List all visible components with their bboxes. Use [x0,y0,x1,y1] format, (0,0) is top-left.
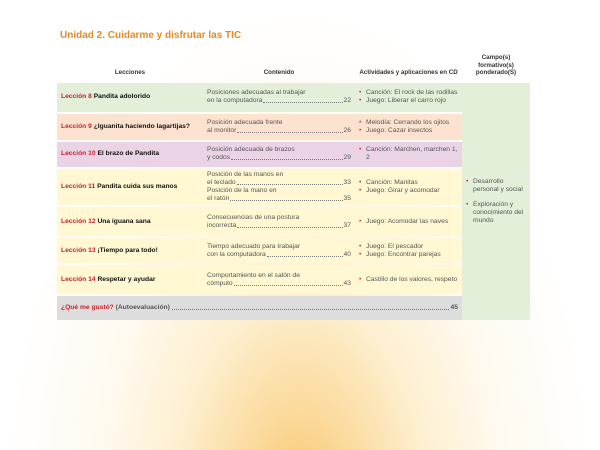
content-line [207,119,351,127]
lesson-cell [57,238,203,263]
content-text: Comportamiento en el salón de [207,271,300,279]
content-text: y codos [207,154,231,162]
activities-list [359,146,458,162]
activities-list [359,89,458,105]
content-text: el ratón [207,195,230,203]
content-cell [203,114,355,140]
page-number: 37 [343,221,351,229]
dot-leader [237,227,342,228]
content-line [207,272,351,280]
table-row [57,169,530,206]
header-contenido: Contenido [263,69,295,77]
dot-leader [267,256,343,257]
campo-item: • Desarrollo personal y social [466,178,526,194]
lesson-cell [57,265,203,294]
content-text: Posición adecuada frente [207,118,283,126]
activity-item: • Canción: El rock de las rodillas [359,89,458,97]
content-text: en la computadora [207,97,263,105]
content-text: Posición adecuada de brazos [207,146,295,154]
activity-item: • Juego: Cazar insectos [359,127,458,135]
lesson-number: Lección 14 [61,275,96,283]
dot-leader [172,309,449,310]
table-row [57,114,530,140]
table-header-row [57,54,530,81]
activities-list [359,179,458,195]
activity-item: • Juego: Encontrar parejas [359,251,458,259]
table-body [57,83,530,321]
content-line [207,171,351,179]
activities-cell [355,238,462,263]
self-eval-line [61,304,458,312]
table-row [57,142,530,167]
lesson-number: Lección 13 [61,246,96,254]
content-line [207,243,351,251]
page-number: 22 [343,97,351,105]
content-text: Tiempo adecuado para trabajar [207,242,301,250]
page-number: 26 [343,126,351,134]
activities-cell [355,265,462,294]
activities-list [359,276,458,284]
activities-cell [355,83,462,112]
dot-leader [263,102,342,103]
content-line [207,222,351,230]
lesson-cell [57,83,203,112]
activity-item: • Juego: Girar y acomodar [359,187,458,195]
content-line [207,195,351,203]
activity-item: • Castillo de los valores, respeto [359,276,458,284]
self-eval-label: (Autoevaluación) [115,304,170,312]
page-number: 33 [343,178,351,186]
content-text: Posición de las manos en [207,170,284,178]
lesson-number: Lección 9 [61,122,92,130]
content-line [207,214,351,222]
header-actividades: Actividades y aplicaciones en CD [359,69,458,77]
lesson-cell [57,169,203,206]
dot-leader [231,159,342,160]
content-text: Posiciones adecuadas al trabajar [207,89,306,97]
activities-list [359,243,458,259]
lesson-name: ¿Iguanita haciendo lagartijas? [93,122,190,130]
table-row [57,83,530,112]
self-eval-row [57,296,530,320]
lesson-name: Pandita cuida sus manos [97,182,178,190]
campo-list [466,178,526,226]
content-text: con la computadora [207,250,266,258]
activity-item: • Juego: Acomodar las naves [359,218,458,226]
activities-list [359,218,458,226]
lesson-name: Una iguana sana [97,217,151,225]
content-text: cómputo [207,279,233,287]
dot-leader [230,200,342,201]
lesson-name: Respetar y ayudar [97,275,156,283]
lesson-name: El brazo de Pandita [97,150,160,158]
content-line [207,280,351,288]
content-cell [203,169,355,206]
activity-item: • Juego: Liberar el carro rojo [359,97,458,105]
lesson-name: Pandita adolorido [93,93,151,101]
content-cell [203,142,355,167]
content-cell [203,265,355,294]
page-number: 35 [343,195,351,203]
header-lecciones: Lecciones [114,69,146,77]
self-eval-cell [57,296,462,320]
lesson-name: ¡Tiempo para todo! [97,246,158,254]
lesson-number: Lección 10 [61,150,96,158]
lesson-number: Lección 12 [61,217,96,225]
content-line [207,89,351,97]
activities-cell [355,207,462,236]
contents-table [57,52,530,322]
dot-leader [237,184,343,185]
content-line [207,179,351,187]
lesson-cell [57,142,203,167]
activities-cell [355,142,462,167]
content-line [207,154,351,162]
content-cell [203,207,355,236]
page-number: 29 [343,154,351,162]
content-line [207,97,351,105]
page-number: 40 [343,250,351,258]
activities-cell [355,169,462,206]
content-cell [203,238,355,263]
content-line [207,187,351,195]
dot-leader [234,285,343,286]
page-number: 43 [343,279,351,287]
lesson-number: Lección 8 [61,93,92,101]
content-text: al monitor [207,126,237,134]
content-text: Posición de la mano en [207,187,277,195]
content-text: Consecuencias de una postura [207,213,300,221]
content-text: incorrecta [207,221,237,229]
unit-title: Unidad 2. Cuidarme y disfrutar las TIC [60,30,242,41]
content-cell [203,83,355,112]
lesson-cell [57,207,203,236]
activities-list [359,119,458,135]
table-row [57,238,530,263]
lesson-cell [57,114,203,140]
content-line [207,127,351,135]
activity-item: • Canción: Marchen, marchen 1, 2 [359,146,458,162]
self-eval-question: ¿Qué me gustó? [61,304,114,312]
content-line [207,146,351,154]
dot-leader [237,132,342,133]
page-number: 45 [450,304,458,312]
campo-item: • Exploración y conocimiento del mundo [466,201,526,226]
lesson-number: Lección 11 [61,182,96,190]
header-campo: Campo(s) formativo(s) ponderado(S) [475,54,517,77]
activity-item: • Juego: El pescador [359,243,458,251]
activity-item: • Melodía: Cerrando los ojitos [359,119,458,127]
activities-cell [355,114,462,140]
content-line [207,251,351,259]
content-text: el teclado [207,178,236,186]
table-row [57,207,530,236]
activity-item: • Canción: Manitas [359,179,458,187]
campo-cell [462,83,530,321]
table-row [57,265,530,294]
